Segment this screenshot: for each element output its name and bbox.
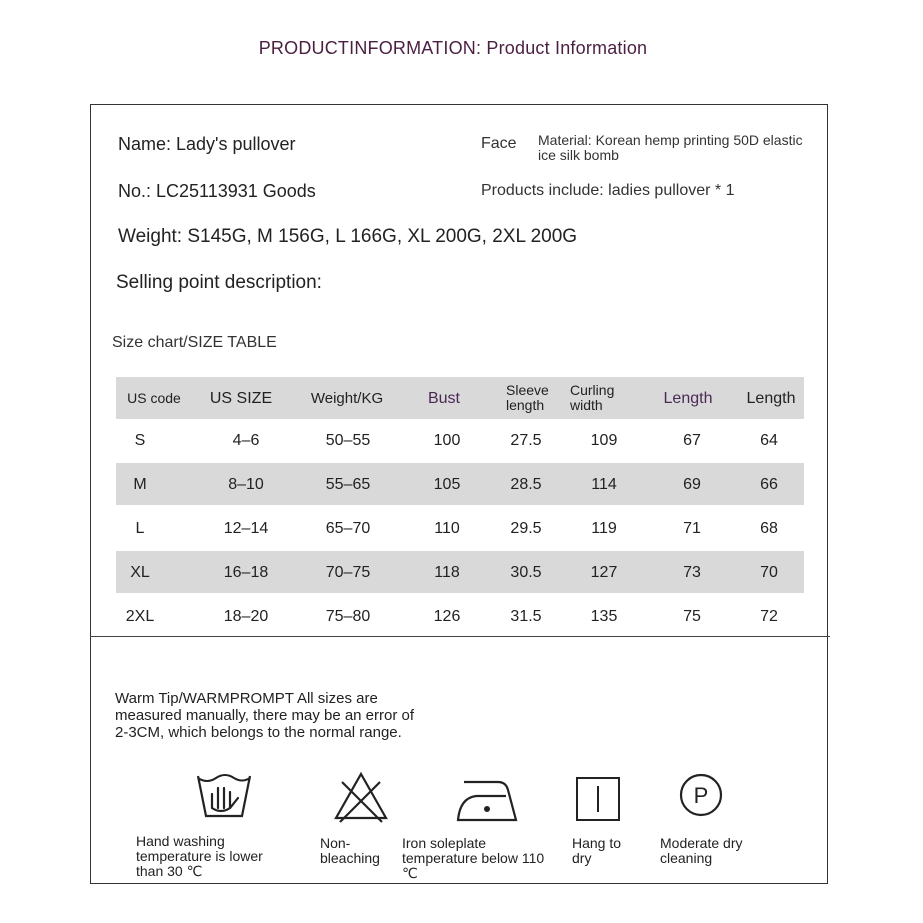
page-title: PRODUCTINFORMATION: Product Information [258,38,648,58]
table-cell: 119 [591,519,617,537]
table-cell: 8–10 [228,475,264,493]
no-bleach-icon [332,770,390,824]
table-cell: 110 [434,519,460,537]
table-cell: 135 [590,607,618,625]
selling-point: Selling point description: [116,272,322,293]
header-curling-width: Curling width [570,382,615,413]
table-cell: 73 [683,563,701,581]
care-label-hang-dry [572,836,621,866]
table-cell: 29.5 [510,519,542,537]
care-label-line: temperature below 110 [402,850,545,866]
table-cell: 100 [433,431,461,449]
table-cell: 127 [590,563,618,581]
face-label: Face [481,135,517,152]
care-label-line: than 30 ℃ [136,863,203,879]
dry-clean-icon [678,772,724,818]
table-cell: 55–65 [325,475,371,493]
table-cell: 72 [760,607,778,625]
table-cell: 66 [760,475,778,493]
warm-tip-line-3: 2-3CM, which belongs to the normal range. [115,724,402,741]
size-chart-caption: Size chart/SIZE TABLE [112,334,277,351]
table-cell: 126 [433,607,461,625]
table-row [116,595,804,637]
header-us-size: US SIZE [209,389,273,407]
warm-tip-line-2: measured manually, there may be an error of [115,707,415,724]
care-label-no-bleach [320,836,380,866]
table-cell: 105 [433,475,461,493]
iron-icon [454,778,520,824]
care-label-hand-wash [136,834,263,879]
hand-wash-icon [194,772,254,822]
material-line-1: Material: Korean hemp printing 50D elastic [538,133,803,148]
care-label-line: ℃ [402,865,418,881]
product-number: No.: LC25113931 Goods [118,181,316,201]
table-cell: 75 [683,607,701,625]
table-cell: 4–6 [232,431,260,449]
table-cell: M [133,475,147,493]
table-cell: S [134,431,146,449]
header-length-2: Length [746,389,796,407]
care-label-line: Iron soleplate [402,835,487,851]
header-us-code: US code [127,389,181,406]
care-label-line: bleaching [320,850,380,866]
table-cell: 50–55 [325,431,371,449]
table-cell: XL [130,563,150,581]
table-cell: 65–70 [325,519,371,537]
warm-tip-line-1: Warm Tip/WARMPROMPT All sizes are [115,690,378,707]
table-cell: L [135,519,145,537]
table-cell: 109 [590,431,618,449]
table-header-row [116,377,804,419]
table-cell: 18–20 [223,607,269,625]
table-cell: 2XL [125,607,155,625]
table-cell: 75–80 [325,607,371,625]
table-cell: 114 [591,475,617,493]
warm-tip [115,690,495,741]
header-sleeve-length: Sleeve length [506,382,549,413]
dry-clean-icon-letter: P [693,783,709,808]
table-cell: 30.5 [510,563,542,581]
table-cell: 71 [683,519,701,537]
table-cell: 28.5 [510,475,542,493]
table-cell: 31.5 [510,607,542,625]
care-label-line: Moderate dry [660,835,743,851]
table-row [116,551,804,593]
care-label-line: Hang to [572,835,622,851]
care-label-line: temperature is lower [136,848,263,864]
table-cell: 70–75 [325,563,371,581]
header-weight: Weight/KG [310,389,384,407]
table-row [116,507,804,549]
table-cell: 27.5 [510,431,542,449]
care-label-line: dry [572,850,592,866]
header-length-1: Length [663,389,713,407]
table-cell: 12–14 [223,519,269,537]
care-label-iron [402,836,544,881]
material-line-2: ice silk bomb [538,147,619,163]
product-weight: Weight: S145G, M 156G, L 166G, XL 200G, 2XL 200G [118,226,578,247]
table-cell: 69 [683,475,701,493]
header-bust: Bust [427,389,460,407]
table-cell: 64 [760,431,778,449]
care-label-dry-clean [660,836,742,866]
table-cell: 118 [434,563,460,581]
table-row [116,419,804,461]
care-label-line: Hand washing [136,833,225,849]
table-cell: 16–18 [223,563,269,581]
care-label-line: cleaning [660,850,713,866]
care-label-line: Non- [320,835,351,851]
material-text [538,133,830,163]
table-cell: 68 [760,519,778,537]
hang-dry-icon [575,776,621,822]
table-row [116,463,804,505]
table-cell: 67 [683,431,701,449]
product-includes: Products include: ladies pullover * 1 [481,182,735,199]
product-name: Name: Lady's pullover [118,134,296,154]
table-cell: 70 [760,563,778,581]
